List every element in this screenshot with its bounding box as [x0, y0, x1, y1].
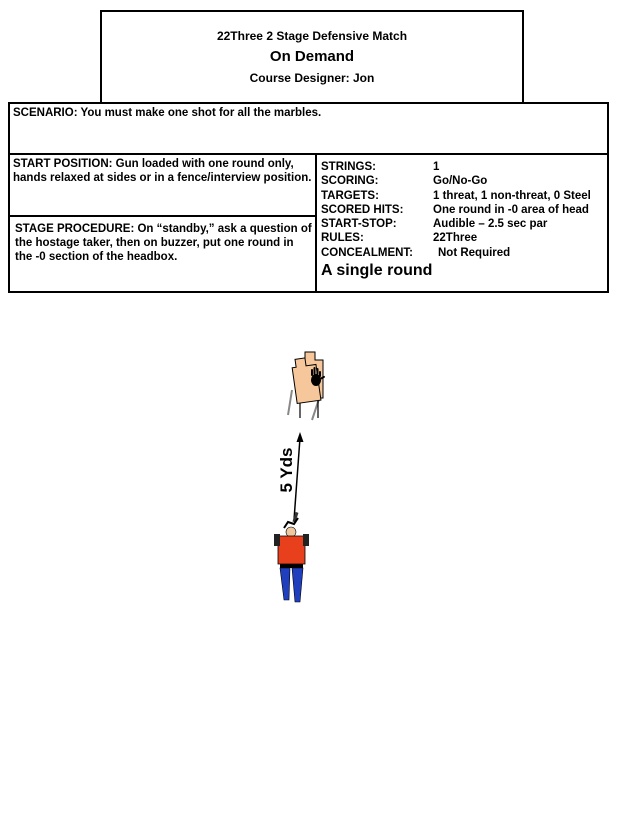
stage-diagram	[250, 340, 370, 620]
scenario-text: SCENARIO: You must make one shot for all the marbles.	[13, 107, 322, 119]
detail-label: START-STOP:	[321, 218, 397, 231]
detail-value: 1 threat, 1 non-threat, 0 Steel	[433, 189, 591, 202]
detail-value: 1	[433, 161, 440, 173]
detail-row-start-stop	[321, 217, 603, 231]
arrow-head-icon	[297, 432, 304, 442]
target-stand-left	[288, 390, 292, 415]
detail-label: CONCEALMENT:	[321, 246, 413, 259]
stage-procedure: STAGE PROCEDURE: On “standby,” ask a question of the hostage taker, then on buzzer, put one round in the -0 section of the headbox.	[15, 223, 312, 263]
shooter-figure	[274, 512, 309, 602]
scenario-box	[8, 102, 609, 155]
detail-value: Go/No-Go	[433, 175, 488, 188]
detail-row-rules	[321, 231, 603, 245]
match-title: 22Three 2 Stage Defensive Match	[216, 29, 408, 43]
detail-value: Not Required	[438, 246, 511, 259]
summary-text: A single round	[321, 262, 433, 280]
detail-value: 22Three	[433, 232, 478, 245]
stage-header	[100, 10, 524, 105]
detail-label: SCORED HITS:	[321, 203, 404, 216]
course-designer: Course Designer: Jon	[249, 71, 375, 85]
start-position: START POSITION: Gun loaded with one round only, hands relaxed at sides or in a fence/interview position.	[10, 155, 316, 217]
detail-label: SCORING:	[321, 175, 379, 188]
detail-row-scored-hits	[321, 203, 603, 217]
stage-name: On Demand	[269, 48, 355, 65]
detail-label: TARGETS:	[321, 189, 379, 202]
detail-row-strings	[321, 160, 603, 174]
detail-value: Audible – 2.5 sec par	[433, 218, 548, 231]
detail-value: One round in -0 area of head	[433, 203, 589, 216]
distance-label: 5 Yds	[277, 447, 296, 493]
detail-row-scoring	[321, 174, 603, 188]
detail-row-targets	[321, 189, 603, 203]
left-column	[8, 153, 318, 293]
detail-label: STRINGS:	[321, 161, 376, 173]
stage-details	[315, 153, 609, 293]
detail-row-concealment	[321, 246, 603, 260]
detail-label: RULES:	[321, 232, 364, 245]
